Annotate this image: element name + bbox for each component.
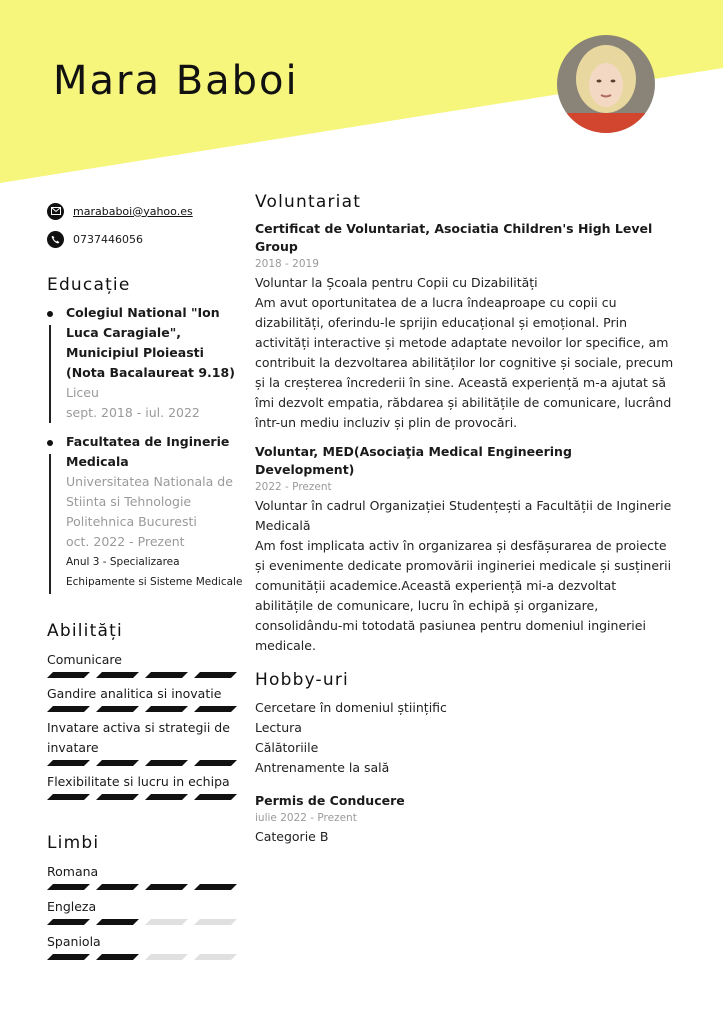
rating-segment	[194, 672, 237, 678]
rating-segment	[194, 919, 237, 925]
specialization-note: Anul 3 - Specializarea Echipamente si Sisteme Medicale	[66, 556, 243, 588]
skill-item-label: Comunicare	[47, 652, 122, 667]
language-item-label: Spaniola	[47, 934, 101, 949]
profile-photo	[557, 35, 655, 133]
volunteering-entry	[255, 220, 675, 433]
license-section	[255, 792, 675, 847]
skill-item-label: Flexibilitate si lucru in echipa	[47, 774, 230, 789]
education-item	[47, 303, 247, 423]
rating-segment	[145, 760, 188, 766]
hobby-item: Călătoriile	[255, 740, 319, 755]
phone-icon	[47, 231, 64, 248]
rating-segment	[145, 706, 188, 712]
rating-segment	[194, 794, 237, 800]
license-dates: iulie 2022 - Prezent	[255, 812, 357, 824]
contact-info	[47, 200, 247, 256]
rating-segment	[47, 919, 90, 925]
email-row	[47, 200, 247, 222]
entry-title: Certificat de Voluntariat, Asociatia Children's High Level Group	[255, 221, 653, 254]
institution-name: Universitatea Nationala de Stiinta si Tehnologie Politehnica Bucuresti	[66, 474, 233, 529]
entry-title: Voluntar, MED(Asociaţia Medical Engineering Development)	[255, 444, 572, 477]
rating-segment	[47, 794, 90, 800]
skill-item-rating	[47, 794, 237, 800]
rating-segment	[145, 884, 188, 890]
rating-segment	[47, 954, 90, 960]
rating-segment	[194, 884, 237, 890]
entry-role: Voluntar la Școala pentru Copii cu Dizabilități	[255, 275, 538, 290]
rating-segment	[96, 794, 139, 800]
languages-list	[47, 862, 237, 967]
volunteering-title: Voluntariat	[255, 192, 362, 212]
entry-dates: 2022 - Prezent	[255, 481, 332, 493]
entry-dates: 2018 - 2019	[255, 258, 319, 270]
skill-item-label: Invatare activa si strategii de invatare	[47, 720, 230, 755]
timeline-dot	[47, 311, 53, 317]
skill-item	[47, 650, 237, 678]
main-content	[255, 192, 675, 847]
phone-row	[47, 228, 247, 250]
language-item-rating	[47, 884, 237, 890]
education-item	[47, 432, 247, 592]
skill-item	[47, 718, 237, 766]
hobbies-title: Hobby-uri	[255, 670, 349, 690]
skill-item-rating	[47, 672, 237, 678]
skill-item-rating	[47, 706, 237, 712]
skills-list	[47, 650, 237, 806]
language-item-rating	[47, 919, 237, 925]
school-type: Liceu	[66, 385, 99, 400]
license-title: Permis de Conducere	[255, 793, 405, 808]
rating-segment	[145, 954, 188, 960]
rating-segment	[47, 884, 90, 890]
entry-role: Voluntar în cadrul Organizației Studențești a Facultății de Inginerie Medicală	[255, 498, 672, 533]
skill-item	[47, 684, 237, 712]
rating-segment	[96, 884, 139, 890]
timeline-line	[49, 325, 51, 423]
skill-item-rating	[47, 760, 237, 766]
hobbies-list	[255, 698, 675, 778]
skill-item	[47, 772, 237, 800]
entry-description: Am fost implicata activ în organizarea și desfășurarea de proiecte și evenimente dedicate promovării ingineriei medicale și susținerii comunității academice.Această experiență mi-a dezvoltat abilitățile de comunicare, lucru în echipă și organizare, consolidându-mi totodată pasiunea pentru domeniul ingineriei medicale.	[255, 538, 672, 653]
education-title: Educație	[47, 275, 131, 295]
rating-segment	[96, 672, 139, 678]
language-item-label: Engleza	[47, 899, 97, 914]
rating-segment	[96, 954, 139, 960]
phone-number: 0737446056	[73, 232, 143, 246]
rating-segment	[194, 760, 237, 766]
candidate-name: Mara Baboi	[53, 58, 299, 104]
language-item-label: Romana	[47, 864, 99, 879]
language-item	[47, 862, 237, 890]
rating-segment	[47, 760, 90, 766]
language-item-rating	[47, 954, 237, 960]
hobby-item: Antrenamente la sală	[255, 760, 390, 775]
skill-item-label: Gandire analitica si inovatie	[47, 686, 222, 701]
volunteering-entry	[255, 443, 675, 656]
education-list	[47, 303, 247, 592]
language-item	[47, 897, 237, 925]
rating-segment	[194, 954, 237, 960]
skills-title: Abilități	[47, 621, 123, 641]
timeline-dot	[47, 440, 53, 446]
rating-segment	[47, 672, 90, 678]
hobby-item: Cercetare în domeniul științific	[255, 700, 447, 715]
rating-segment	[145, 794, 188, 800]
rating-segment	[47, 706, 90, 712]
rating-segment	[96, 760, 139, 766]
education-dates: oct. 2022 - Prezent	[66, 534, 185, 549]
email-link[interactable]: marababoi@yahoo.es	[73, 204, 193, 218]
education-dates: sept. 2018 - iul. 2022	[66, 405, 200, 420]
school-name: Facultatea de Inginerie Medicala	[66, 434, 230, 469]
rating-segment	[194, 706, 237, 712]
rating-segment	[96, 919, 139, 925]
license-category: Categorie B	[255, 829, 329, 844]
rating-segment	[145, 672, 188, 678]
rating-segment	[96, 706, 139, 712]
rating-segment	[145, 919, 188, 925]
entry-description: Am avut oportunitatea de a lucra îndeaproape cu copii cu dizabilități, oferindu-le sprijin educațional și emoțional. Prin activități interactive și metode adaptate nevoilor lor specifice, am contribuit la dezvoltarea abilităților lor cognitive și sociale, precum și la creșterea încrederii în sine. Această experiență m-a ajutat să îmi dezvolt empatia, răbdarea și abilitățile de comunicare, lucrând într-un mediu incluziv și plin de provocări.	[255, 295, 674, 430]
timeline-line	[49, 454, 51, 594]
language-item	[47, 932, 237, 960]
email-icon	[47, 203, 64, 220]
hobby-item: Lectura	[255, 720, 302, 735]
school-name: Colegiul National "Ion Luca Caragiale", Municipiul Ploieasti (Nota Bacalaureat 9.18)	[66, 305, 235, 380]
languages-title: Limbi	[47, 833, 100, 853]
